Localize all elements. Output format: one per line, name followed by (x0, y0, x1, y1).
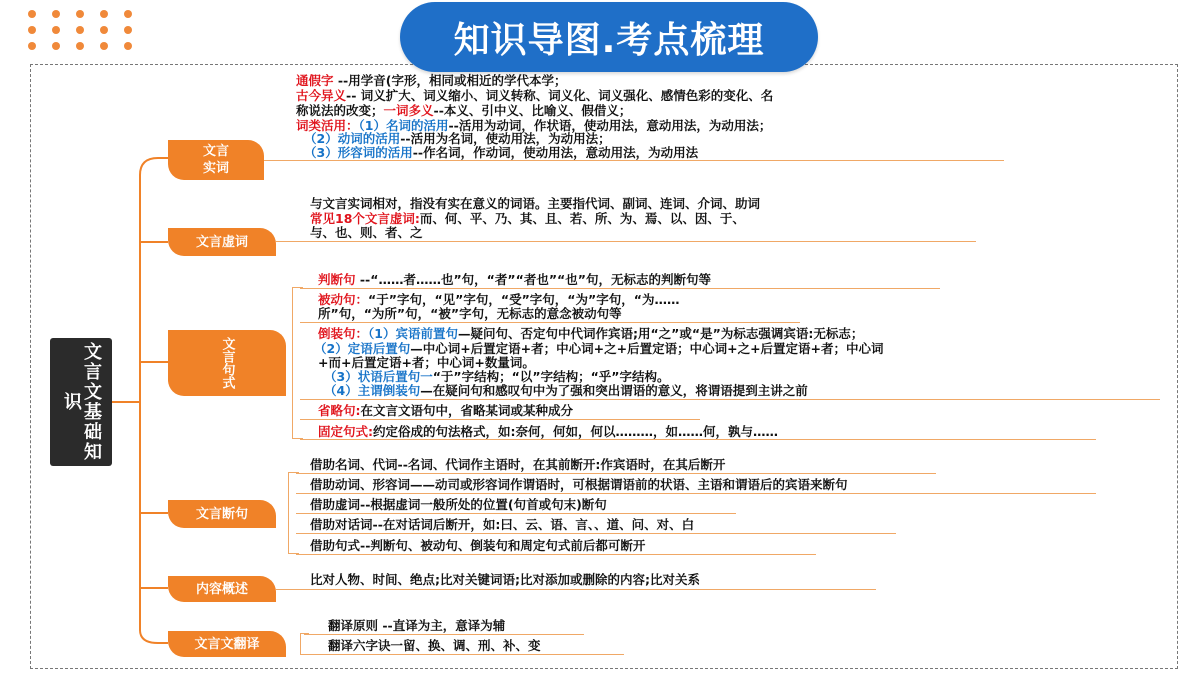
dingyuhouzhi-desc-cont: +而+后置定语+者；中心词+数量词。 (318, 355, 535, 370)
branch-xuci (168, 228, 276, 256)
duanju-underline-4 (296, 533, 896, 534)
branch-neirong-label: 内容概述 (195, 581, 248, 597)
xuci-list: 而、何、平、乃、其、且、若、所、为、焉、以、因、于、 (419, 211, 745, 226)
fanyi-underline-2 (304, 654, 624, 655)
term-tongjiazi: 通假字 (296, 73, 334, 88)
sub-xingrongci: （3）形容词的活用 (304, 145, 413, 160)
branch-shici (168, 140, 264, 180)
xingrongci-desc: --作名词，作动词，使动用法，意动用法，为动用法 (412, 145, 699, 160)
jushi-daozhuang-3 (318, 356, 535, 370)
dongci-desc: --活用为名词，使动用法，为动用法； (400, 131, 611, 146)
sub-zhuangyuhouzhi: （3）状语后置句一 (324, 369, 433, 384)
fanyi-underline-1 (304, 634, 584, 635)
gujinyiyi-desc: -- 词义扩大、词义缩小、词义转称、词义化、词义强化、感情色彩的变化、名 (346, 88, 774, 103)
shici-line-2 (296, 89, 773, 103)
term-shenglueju: 省略句: (318, 403, 361, 418)
duanju-item-text: 借助名词、代词--名词、代词作主语时，在其前断开:作宾语时，在其后断开 (310, 457, 726, 472)
jushi-shenglue (318, 404, 573, 418)
daozhuang-underline (300, 399, 1160, 400)
dingyuhouzhi-desc: —中心词+后置定语+者；中心词+之+后置定语；中心词+之+后置定语+者；中心词 (410, 341, 884, 356)
beidongju-desc-cont: 所”句，“为所”句，“被”字句，无标志的意念被动句等 (318, 306, 622, 321)
mingci-desc: --活用为动词，作状语，使动用法，意动用法，为动用法； (448, 118, 772, 133)
term-yiciduoyi: 一词多义 (383, 103, 434, 118)
root-node (50, 338, 112, 466)
branch-fanyi-label: 文言文翻译 (194, 636, 260, 652)
jushi-daozhuang-2 (314, 342, 884, 356)
gujinyiyi-desc-cont: 称说法的改变； (296, 103, 384, 118)
panduan-underline (300, 288, 940, 289)
binyuqianzhi-desc: —疑问句、否定句中代词作宾语;用“之”或“是”为标志强调宾语:无标志； (457, 326, 864, 341)
xuci-line-1 (310, 197, 760, 211)
jushi-daozhuang-5 (324, 384, 808, 398)
duanju-item-text: 借助句式--判断句、被动句、倒装句和周定句式前后都可断开 (310, 538, 646, 553)
xuci-list-cont: 与、也、则、者、之 (310, 225, 423, 240)
branch-shici-label: 文言实词 (202, 144, 229, 176)
beidong-underline (300, 322, 800, 323)
duanju-item-text: 借助虚词--根据虚词一般所处的位置(句首或句末)断句 (310, 497, 607, 512)
duanju-underline-1 (296, 473, 936, 474)
term-gujinyiyi: 古今异义 (296, 88, 347, 103)
branch-neirong (168, 576, 276, 602)
shici-underline (264, 160, 1004, 161)
page-title: 知识导图.考点梳理 (453, 19, 765, 61)
branch-jushi (168, 330, 286, 396)
zhuangyuhouzhi-desc: “于”字结构；“以”字结构；“乎”字结构。 (432, 369, 670, 384)
duanju-item-2 (310, 478, 848, 492)
term-cileihuoyong: 词类活用： (296, 118, 359, 133)
jushi-guding (318, 425, 778, 439)
fanyi-item-text: 翻译六字诀一留、换、调、刑、补、变 (328, 638, 541, 653)
sub-dingyuhouzhi: （2）定语后置句 (314, 341, 411, 356)
sub-mingci: （1）名词的活用 (358, 118, 449, 133)
duanju-underline-5 (296, 554, 816, 555)
branch-duanju-label: 文言断句 (195, 506, 248, 522)
duanju-item-text: 借助对话词--在对话词后断开，如:曰、云、语、言、、道、问、对、白 (310, 517, 695, 532)
duanju-item-4 (310, 518, 694, 532)
duanju-item-1 (310, 458, 725, 472)
shenglue-underline (300, 419, 700, 420)
duanju-item-5 (310, 539, 645, 553)
yiciduoyi-desc: --本义、引中义、比喻义、假借义； (433, 103, 632, 118)
xuci-line-2 (310, 212, 745, 226)
jushi-beidong-1 (318, 293, 679, 307)
zhuweidaozhuang-desc: —在疑问句和感叹句中为了强和突出谓语的意义，将谓语提到主讲之前 (420, 383, 808, 398)
tongjiazi-desc: --用学音(字形，相同或相近的学代本学； (333, 73, 567, 88)
shenglueju-desc: 在文言文语句中，省略某词或某种成分 (360, 403, 574, 418)
sub-binyuqianzhi: （1）宾语前置句 (368, 326, 458, 341)
term-changjianxuci: 常见18个文言虚词: (310, 211, 420, 226)
shici-line-1 (296, 74, 566, 88)
sub-dongci: （2）动词的活用 (304, 131, 401, 146)
fanyi-bracket (300, 633, 309, 655)
shici-line-3 (296, 104, 631, 118)
term-gudingjushi: 固定句式: (318, 424, 373, 439)
root-label: 文言文基础知识 (61, 342, 102, 462)
fanyi-item-2 (328, 639, 541, 653)
duanju-underline-2 (296, 493, 1096, 494)
xuci-definition: 与文言实词相对，指没有实在意义的词语。主要指代词、副词、连词、介词、助词 (310, 196, 761, 211)
jushi-daozhuang-4 (324, 370, 670, 384)
term-panduanju: 判断句 (318, 272, 356, 287)
duanju-item-3 (310, 498, 607, 512)
neirong-desc: 比对人物、时间、绝点;比对关键词语;比对添加或删除的内容;比对关系 (310, 572, 700, 587)
jushi-panduan (318, 273, 711, 287)
fanyi-item-text: 翻译原则 --直译为主，意译为辅 (328, 618, 506, 633)
xuci-underline (276, 241, 976, 242)
jushi-beidong-2 (318, 307, 622, 321)
branch-fanyi (168, 631, 286, 657)
term-beidongju: 被动句： (318, 292, 369, 307)
duanju-item-text: 借助动词、形容词——动司或形容词作谓语时，可根据谓语前的状语、主语和谓语后的宾语来断句 (310, 477, 848, 492)
fanyi-item-1 (328, 619, 505, 633)
shici-line-5 (304, 132, 611, 146)
neirong-underline (276, 589, 876, 590)
guding-underline (300, 439, 1096, 440)
gudingjushi-desc: 约定俗成的句法格式，如:奈何，何如，何以………，如……何，孰与…… (373, 424, 778, 439)
branch-jushi-label: 文言句式 (219, 337, 235, 389)
branch-xuci-label: 文言虚词 (195, 234, 248, 250)
sub-zhuweidaozhuang: （4）主谓倒装句 (324, 383, 421, 398)
jushi-bracket (292, 287, 303, 439)
jushi-daozhuang-1 (318, 327, 863, 341)
neirong-text (310, 573, 700, 587)
term-daozhuangju: 倒装句： (318, 326, 369, 341)
panduanju-desc: --“……者……也”句，“者”“者也”“也”句，无标志的判断句等 (355, 272, 711, 287)
shici-line-6 (304, 146, 698, 160)
duanju-underline-3 (296, 513, 736, 514)
branch-duanju (168, 500, 276, 528)
xuci-line-3 (310, 226, 423, 240)
beidongju-desc: “于”字句，“见”字句，“受”字句，“为”字句，“为…… (368, 292, 680, 307)
